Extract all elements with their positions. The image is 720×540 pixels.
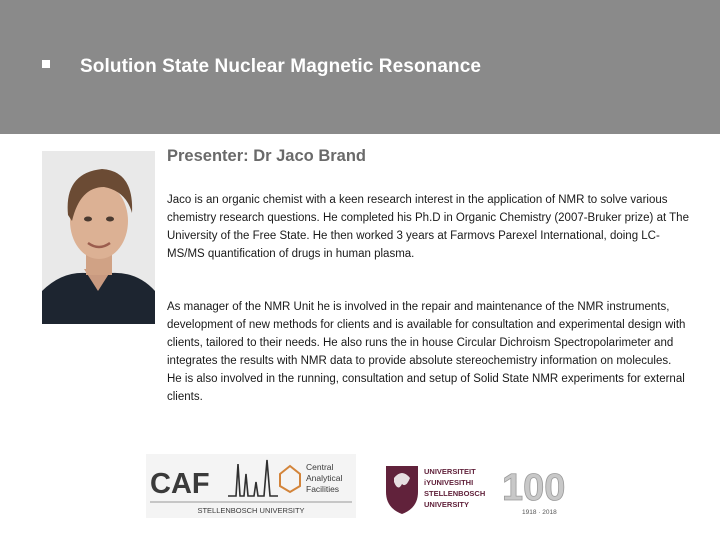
caf-name-line-1: Central xyxy=(306,462,334,472)
caf-name-line-3: Facilities xyxy=(306,484,340,494)
su-name-line-1: UNIVERSITEIT xyxy=(424,467,476,476)
su-name-line-4: UNIVERSITY xyxy=(424,500,470,509)
bio-paragraph-1: Jaco is an organic chemist with a keen research interest in the application of NMR to solve various chemistry research questions. He completed his Ph.D in Organic Chemistry (2007-Bruker prize) at The University of the Free State. He then worked 3 years at Farmovs Parexel International, doing LC-MS/MS quantification of drugs in human plasma. xyxy=(167,194,689,260)
su-name-line-3: STELLENBOSCH xyxy=(424,489,486,498)
presenter-name: Presenter: Dr Jaco Brand xyxy=(167,147,366,165)
su-name-line-2: iYUNIVESITHI xyxy=(424,478,474,487)
caf-university-line: STELLENBOSCH UNIVERSITY xyxy=(197,506,305,515)
stellenbosch-logo xyxy=(380,458,590,518)
bio-paragraph-2: As manager of the NMR Unit he is involved in the repair and maintenance of the NMR instruments, development of new methods for clients and is available for consultation and experimental design with clients, tailored to their needs. He also runs the in house Circular Dichroism Spectropolarimeter and integrates the results with NMR data to provide absolute stereochemistry information on molecules. He is also involved in the running, consultation and setup of Solid State NMR experiments for external clients. xyxy=(167,301,686,403)
centenary-years: 1918 · 2018 xyxy=(522,509,557,516)
presenter-photo xyxy=(42,151,155,324)
square-bullet-icon xyxy=(42,60,50,68)
caf-name-line-2: Analytical xyxy=(306,473,343,483)
caf-logo xyxy=(140,452,362,520)
slide-title: Solution State Nuclear Magnetic Resonance xyxy=(80,56,482,77)
centenary-number: 100 xyxy=(502,467,566,509)
caf-wordmark: CAF xyxy=(150,468,210,500)
